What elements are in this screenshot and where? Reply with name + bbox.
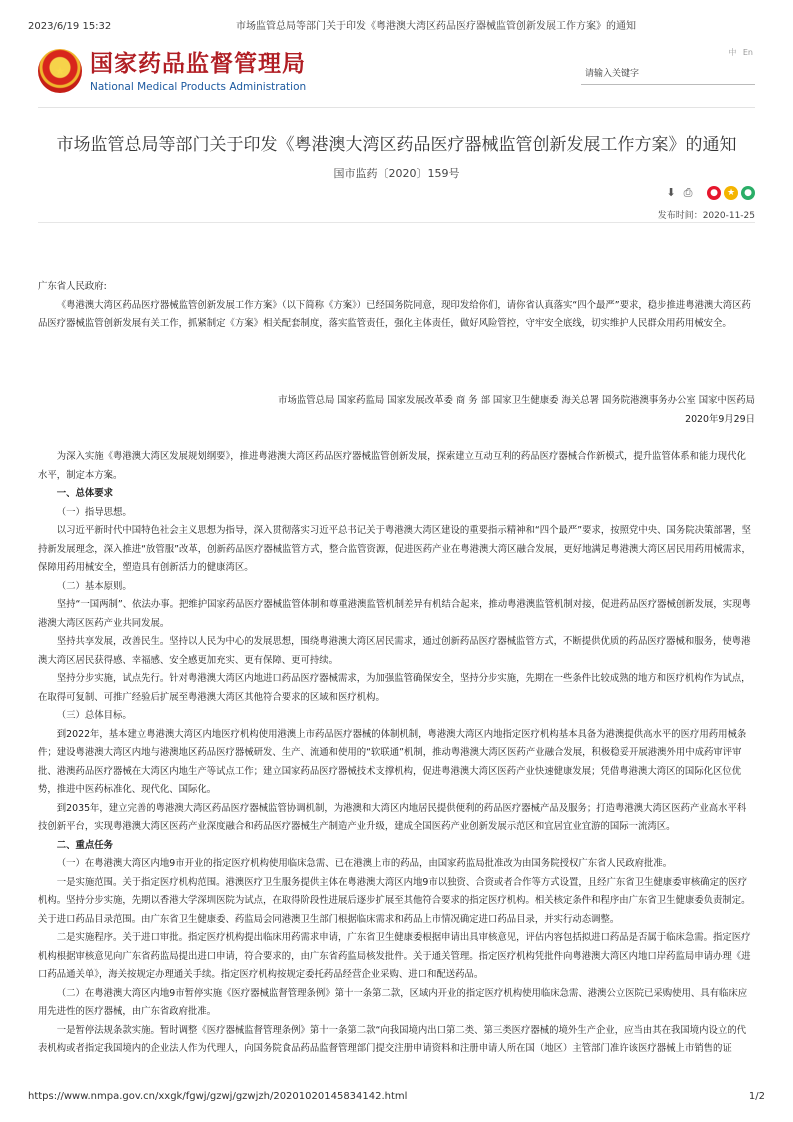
- site-logo[interactable]: [90, 50, 306, 94]
- page-number: 1/2: [748, 1091, 765, 1102]
- weibo-icon[interactable]: ●: [707, 186, 721, 200]
- download-icon[interactable]: ⬇: [664, 186, 678, 200]
- plan-paragraph: （一）在粤港澳大湾区内地9市开业的指定医疗机构使用临床急需、已在港澳上市的药品，由国家药监局批准改为由国务院授权广东省人民政府批准。: [56, 858, 673, 869]
- site-header: [38, 44, 755, 104]
- language-switch: [724, 47, 753, 58]
- plan-paragraph: 一是暂停法规条款实施。暂时调整《医疗器械监督管理条例》第十一条第二款“向我国境内出口第二类、第三类医疗器械的境外生产企业，应当由其在我国境内设立的代表机构或者指定我国境内的企业法人作为代理人，向国务院食品药品监督管理部门提交注册申请资料和注册申请人所在国（地区）主管部门准许该医疗器械上市销售的证: [38, 1024, 747, 1054]
- site-name-en: National Medical Products Administration: [90, 81, 307, 93]
- publish-date: 发布时间：2020-11-25: [657, 211, 755, 221]
- intro-paragraph: 《粤港澳大湾区药品医疗器械监管创新发展工作方案》（以下简称《方案》）已经国务院同意，现印发给你们，请你省认真落实“四个最严”要求，稳步推进粤港澳大湾区药品医疗器械监管创新发展有关工作，抓紧制定《方案》相关配套制度，落实监管责任，强化主体责任，做好风险管控，守牢安全底线，切实维护人民群众用药用械安全。: [38, 299, 751, 329]
- document-title: 市场监管总局等部门关于印发《粤港澳大湾区药品医疗器械监管创新发展工作方案》的通知: [56, 135, 737, 155]
- lang-en-link[interactable]: En: [742, 48, 753, 57]
- lang-zh-link[interactable]: 中: [728, 48, 737, 57]
- plan-paragraph: 二是实施程序。关于进口审批。指定医疗机构提出临床用药需求申请，广东省卫生健康委根据申请出具审核意见，评估内容包括拟进口药品是否属于临床急需。指定医疗机构根据审核意见向广东省药监局提出进口申请，符合要求的，由广东省药监局核发批件。关于通关管理。指定医疗机构凭批件向粤港澳大湾区内地口岸药监局申请办理《进口药品通关单》，海关按规定办理通关手续。指定医疗机构按规定委托药品经营企业采购、进口和配送药品。: [38, 932, 751, 980]
- emblem-icon: ★: [38, 49, 82, 93]
- plan-paragraph: 到2022年，基本建立粤港澳大湾区内地医疗机构使用港澳上市药品医疗器械的体制机制，粤港澳大湾区内地指定医疗机构基本具备为港澳提供高水平的医疗用药用械条件；建设粤港澳大湾区内地与港澳地区药品医疗器械研发、生产、流通和使用的“软联通”机制，推动粤港澳大湾区医药产业融合发展，积极稳妥开展港澳外用中成药审评审批、港澳药品医疗器械在大湾区内地生产等试点工作；建立国家药品医疗器械技术支撑机构，促进粤港澳大湾区医药产业快速健康发展；凭借粤港澳大湾区的国际化区位优势，推进中医药标准化、现代化、国际化。: [38, 728, 747, 795]
- notice-body: [38, 278, 755, 334]
- sign-date: 2020年9月29日: [685, 413, 755, 425]
- wechat-icon[interactable]: ●: [741, 186, 755, 200]
- recipient: 广东省人民政府:: [38, 281, 107, 292]
- print-datetime: 2023/6/19 15:32: [28, 21, 112, 32]
- plan-paragraph: 一是实施范围。关于指定医疗机构范围。港澳医疗卫生服务提供主体在粤港澳大湾区内地9市以独资、合资或者合作等方式设置，且经广东省卫生健康委审核确定的医疗机构。坚持分步实施，先期以香港大学深圳医院为试点，在取得阶段性进展后逐步扩展至其他符合要求的指定医疗机构。相关核定条件和程序由广东省卫生健康委负责制定。关于进口药品目录范围。由广东省卫生健康委、药监局会同港澳卫生部门根据临床需求和药品上市情况确定进口药品目录，并实行动态调整。: [38, 876, 751, 925]
- signatories: 市场监管总局 国家药监局 国家发展改革委 商 务 部 国家卫生健康委 海关总署 国务院港澳事务办公室 国家中医药局: [278, 395, 755, 406]
- header-divider: [38, 107, 755, 108]
- site-name-cn: 国家药品监督管理局: [90, 51, 306, 77]
- plan-paragraph: 为深入实施《粤港澳大湾区发展规划纲要》，推进粤港澳大湾区药品医疗器械监管创新发展，探索建立互动互利的药品医疗器械合作新模式，提升监管体系和能力现代化水平，制定本方案。: [38, 451, 746, 481]
- print-icon[interactable]: ⎙: [681, 186, 695, 200]
- plan-paragraph: （二）在粤港澳大湾区内地9市暂停实施《医疗器械监督管理条例》第十一条第二款，区域内开业的指定医疗机构使用临床急需、港澳公立医院已采购使用、具有临床应用先进性的医疗器械，由广东省政府批准。: [38, 987, 748, 1017]
- subsection-heading: （二）基本原则。: [56, 580, 132, 592]
- print-footer: [28, 1091, 765, 1105]
- article-toolbar: [664, 186, 755, 202]
- page-url: https://www.nmpa.gov.cn/xxgk/fgwj/gzwj/gzwjzh/20201020145834142.html: [28, 1091, 408, 1102]
- title-divider: [38, 222, 755, 223]
- section-heading: 一、总体要求: [56, 488, 114, 499]
- section-heading: 二、重点任务: [56, 839, 114, 851]
- plan-paragraph: 坚持共享发展，改善民生。坚持以人民为中心的发展思想，围绕粤港澳大湾区居民需求，通过创新药品医疗器械监管方式，不断提供优质的药品医疗器械和服务，使粤港澳大湾区居民获得感、幸福感、安全感更加充实、更有保障、更可持续。: [38, 636, 751, 666]
- document-number: 国市监药〔2020〕159号: [333, 167, 460, 180]
- plan-paragraph: 到2035年，建立完善的粤港澳大湾区药品医疗器械监管协调机制，为港澳和大湾区内地居民提供便利的药品医疗器械产品及服务；打造粤港澳大湾区医药产业高水平科技创新平台，实现粤港澳大湾区医药产业深度融合和药品医疗器械生产制造产业升级，建成全国医药产业创新发展示范区和宜居宜业宜游的国际一流湾区。: [38, 802, 747, 832]
- plan-paragraph: 坚持“一国两制”、依法办事。把维护国家药品医疗器械监管体制和尊重港澳监管机制差异有机结合起来，推动粤港澳监管机制对接，促进药品医疗器械创新发展，实现粤港澳大湾区医药产业共同发展。: [38, 599, 751, 629]
- subsection-heading: （三）总体目标。: [56, 710, 132, 721]
- signature-block: [38, 392, 755, 429]
- plan-paragraph: 以习近平新时代中国特色社会主义思想为指导，深入贯彻落实习近平总书记关于粤港澳大湾区建设的重要指示精神和“四个最严”要求，按照党中央、国务院决策部署，坚持新发展理念，深入推进“放管服”改革，创新药品医疗器械监管方式，整合监管资源，促进医药产业在粤港澳大湾区融合发展，更好地满足粤港澳大湾区居民用药用械需求，保障用药用械安全，塑造具有创新活力的健康湾区。: [38, 525, 751, 573]
- qzone-icon[interactable]: ★: [724, 186, 738, 200]
- search-input[interactable]: 请输入关键字: [581, 64, 755, 85]
- print-header: [28, 20, 765, 34]
- print-title: 市场监管总局等部门关于印发《粤港澳大湾区药品医疗器械监管创新发展工作方案》的通知: [236, 21, 636, 32]
- subsection-heading: （一）指导思想。: [56, 506, 132, 518]
- plan-body: [38, 448, 755, 1059]
- plan-paragraph: 坚持分步实施，试点先行。针对粤港澳大湾区内地进口药品医疗器械需求，为加强监管确保安全，坚持分步实施，先期在一些条件比较成熟的地方和医疗机构作为试点，在取得可复制、可推广经验后扩展至粤港澳大湾区其他符合要求的区域和医疗机构。: [38, 673, 751, 703]
